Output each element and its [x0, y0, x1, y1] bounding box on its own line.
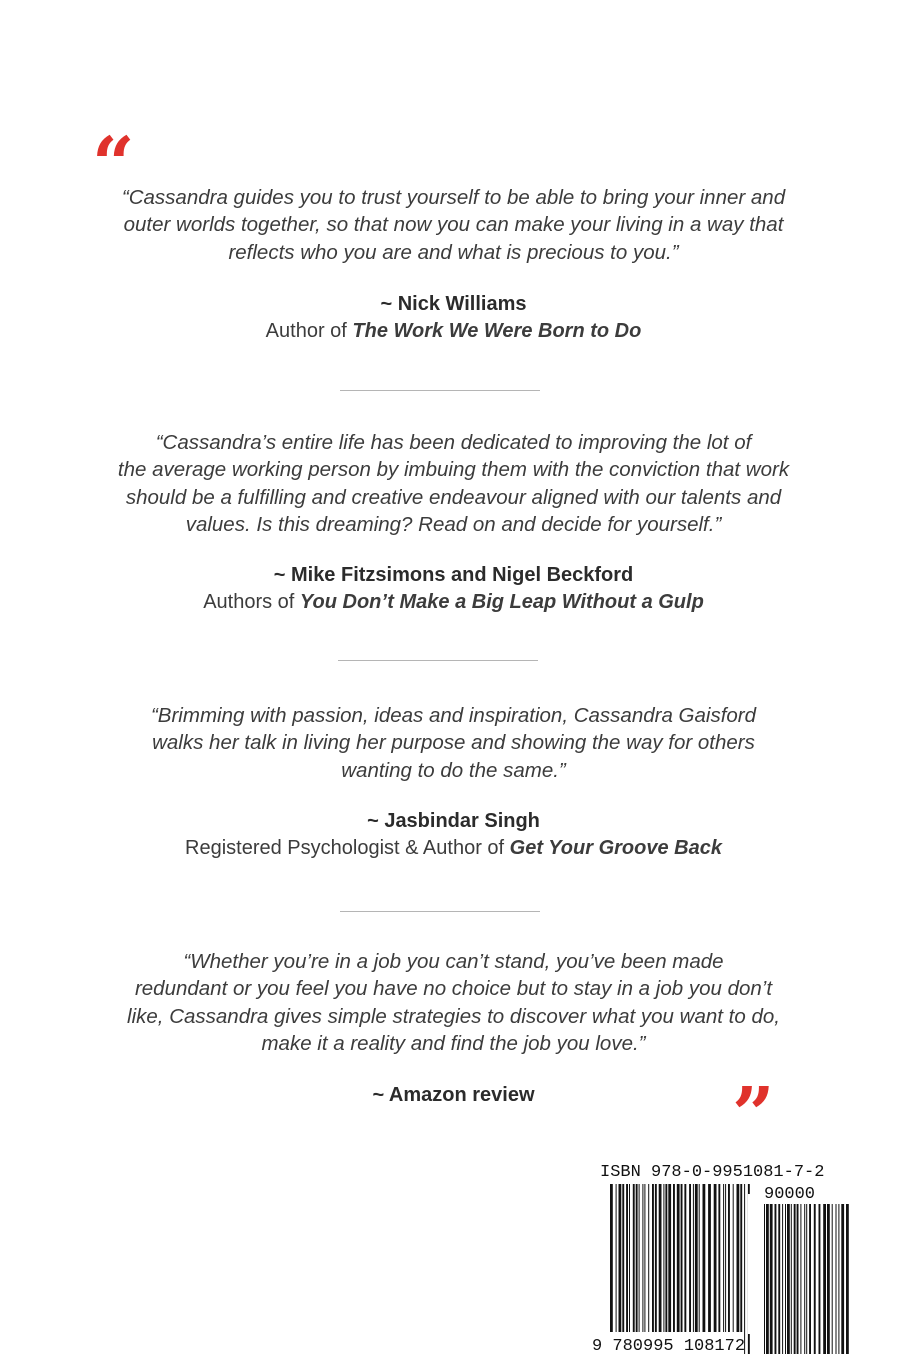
quote-line: “Cassandra’s entire life has been dedicated to improving the lot of [155, 431, 752, 454]
barcode-bar [652, 1184, 654, 1354]
testimonial-2 [60, 429, 847, 616]
quote-line: “Whether you’re in a job you can’t stand, you’ve been made [183, 950, 724, 973]
barcode-bar [787, 1204, 790, 1354]
attribution-name: ~ Amazon review [372, 1084, 535, 1107]
barcode-bar [639, 1184, 640, 1354]
barcode-bar [766, 1204, 769, 1354]
barcode-bar [841, 1204, 844, 1354]
barcode-bar [827, 1204, 830, 1354]
barcode-bar [636, 1184, 638, 1354]
testimonial-quote [60, 184, 847, 266]
barcode-bar [797, 1204, 799, 1354]
barcode-bar [814, 1204, 816, 1354]
barcode-bar [644, 1184, 645, 1354]
barcode-bar [764, 1204, 765, 1354]
barcode-bar [714, 1184, 717, 1354]
divider [340, 390, 540, 391]
barcode-bar [791, 1204, 792, 1354]
barcode-bar [708, 1184, 711, 1354]
divider [338, 660, 538, 661]
barcode-bar [838, 1204, 839, 1354]
quote-line: “Brimming with passion, ideas and inspiration, Cassandra Gaisford [150, 704, 757, 727]
barcode-bar [740, 1184, 742, 1354]
testimonial-quote [60, 429, 847, 538]
ean-digits: 9 780995 108172 [592, 1337, 746, 1356]
barcode-bar [703, 1184, 706, 1354]
attribution-name: ~ Jasbindar Singh [367, 809, 540, 832]
barcode-bar [655, 1184, 657, 1354]
barcode-bar [663, 1184, 664, 1354]
barcode-bar [723, 1184, 724, 1354]
attribution-name: ~ Nick Williams [380, 292, 527, 315]
testimonial-quote [60, 948, 847, 1057]
barcode-bar [819, 1204, 821, 1354]
barcode-bar [718, 1184, 720, 1354]
book-title: The Work We Were Born to Do [352, 319, 642, 342]
quote-line: values. Is this dreaming? Read on and decide for yourself.” [185, 512, 722, 536]
barcode-bar [775, 1204, 777, 1354]
quote-line: outer worlds together, so that now you can make your living in a way that [123, 213, 784, 237]
role-prefix: Registered Psychologist & Author of [185, 836, 510, 859]
barcode-bar [626, 1184, 628, 1354]
barcode-bar [619, 1184, 622, 1354]
barcode-bar [622, 1184, 624, 1354]
barcode-bar [665, 1184, 667, 1354]
quote-line: like, Cassandra gives simple strategies to discover what you want to do, [127, 1004, 780, 1028]
barcode-bar [668, 1184, 671, 1354]
quote-line: “Cassandra guides you to trust yourself to be able to bring your inner and [121, 186, 786, 209]
attribution-role [60, 589, 847, 616]
barcode-bar [642, 1184, 643, 1354]
barcode-bar [770, 1204, 773, 1354]
barcode-bar [677, 1184, 680, 1354]
barcode-bar [699, 1184, 700, 1354]
quote-line: walks her talk in living her purpose and showing the way for others [152, 731, 755, 755]
barcode-bar [684, 1184, 686, 1354]
barcode-bar [629, 1184, 630, 1354]
quote-line: the average working person by imbuing them with the conviction that work [117, 458, 790, 482]
barcode-bar [633, 1184, 635, 1354]
barcode-bar [616, 1184, 617, 1354]
barcode-bar [737, 1184, 740, 1354]
testimonial-1 [60, 184, 847, 345]
quote-line: redundant or you feel you have no choice but to stay in a job you don’t [134, 977, 773, 1001]
barcode-bar [744, 1184, 745, 1354]
attribution-role [60, 835, 847, 862]
barcode-bar [836, 1204, 837, 1354]
quote-line: wanting to do the same.” [341, 758, 566, 782]
book-title: Get Your Groove Back [509, 836, 722, 859]
barcode-bar [693, 1184, 694, 1354]
barcode-bar [806, 1204, 807, 1354]
barcode-bar [728, 1184, 730, 1354]
barcode-bar [695, 1184, 698, 1354]
book-title: You Don’t Make a Big Leap Without a Gulp [299, 591, 704, 614]
role-prefix: Author of [265, 319, 353, 342]
barcode-bar [782, 1204, 783, 1354]
barcode-bar [778, 1204, 780, 1354]
quote-line: make it a reality and find the job you love.” [261, 1031, 646, 1055]
addon-digits: 90000 [764, 1185, 816, 1204]
role-prefix: Authors of [203, 591, 300, 614]
barcode-bar [689, 1184, 691, 1354]
barcode-bar [809, 1204, 811, 1354]
barcode-bar [804, 1204, 805, 1354]
open-quote-mark: “ [92, 122, 135, 208]
attribution-role [60, 318, 847, 345]
isbn-barcode [588, 1158, 860, 1364]
barcode-bar [733, 1184, 734, 1354]
barcode-bar [659, 1184, 662, 1354]
quote-line: reflects who you are and what is precious to you.” [228, 240, 679, 264]
barcode-bar [681, 1184, 683, 1354]
barcode-bar [610, 1184, 613, 1354]
barcode-bar [673, 1184, 675, 1354]
barcode-bar [823, 1204, 826, 1354]
isbn-label: ISBN 978-0-9951081-7-2 [600, 1163, 825, 1182]
testimonial-quote [60, 702, 847, 784]
barcode-bar [794, 1204, 796, 1354]
barcode-bar [785, 1204, 786, 1354]
barcode-bar [725, 1184, 726, 1354]
attribution-name: ~ Mike Fitzsimons and Nigel Beckford [273, 564, 634, 587]
barcode-bar [832, 1204, 833, 1354]
close-quote-mark: ” [732, 1072, 775, 1158]
barcode-bar [846, 1204, 849, 1354]
barcode-bar [800, 1204, 801, 1354]
testimonial-3 [60, 702, 847, 862]
barcode-bar [648, 1184, 649, 1354]
testimonial-4 [60, 948, 847, 1109]
quote-line: should be a fulfilling and creative endeavour aligned with our talents and [125, 485, 782, 509]
divider [340, 911, 540, 912]
